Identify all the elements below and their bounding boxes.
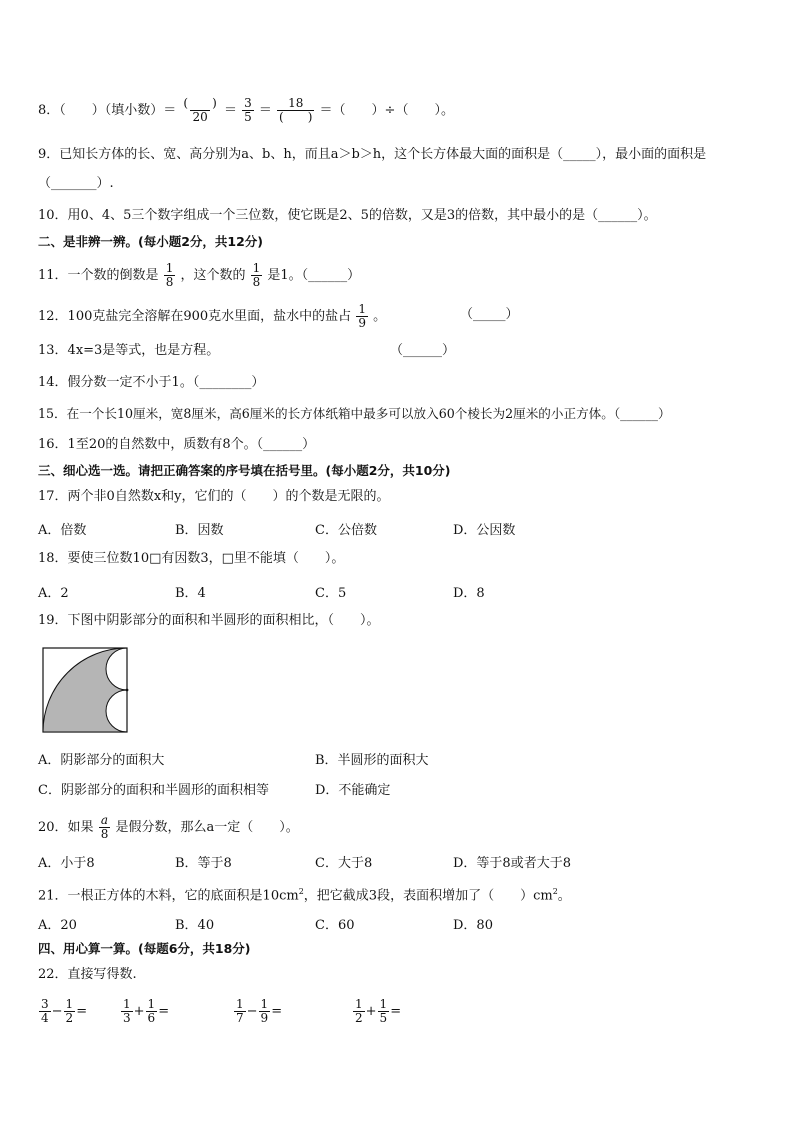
question-21: 21．一根正方体的木料，它的底面积是$10cm^2$，把它截成3段，表面积增加了（ ）$cm^2$。 xyxy=(38,887,571,904)
q20-option-b[interactable]: B．等于8 xyxy=(175,856,232,871)
section-3-heading: 三、细心选一选。请把正确答案的序号填在括号里。(每小题2分，共10分) xyxy=(38,463,451,478)
question-15: 15．在一个长10厘米，宽8厘米，高6厘米的长方体纸箱中最多可以放入60个棱长为2厘米的小正方体。（______） xyxy=(38,406,671,421)
q19-option-c[interactable]: C．阴影部分的面积和半圆形的面积相等 xyxy=(38,783,269,798)
question-14: 14．假分数一定不小于1。（________） xyxy=(38,375,265,390)
q20-option-c[interactable]: C．大于8 xyxy=(315,856,373,871)
question-10: 10．用0、4、5三个数字组成一个三位数，使它既是2、5的倍数，又是3的倍数，其中最小的是（______）。 xyxy=(38,208,657,223)
section-2-heading: 二、是非辨一辨。(每小题2分，共12分) xyxy=(38,234,264,249)
question-8: 8．（ ）（填小数）＝ $\frac{( )}{20}$ ＝ $\frac{3}{5}$ ＝ $\frac{18}{( )}$ ＝（ ）÷（ ）。 xyxy=(38,96,454,124)
q18-option-d[interactable]: D．8 xyxy=(453,586,485,601)
q20-option-a[interactable]: A．小于8 xyxy=(38,856,95,871)
q11-fraction-1: $\frac{1}{8}$ xyxy=(165,261,174,289)
q18-option-c[interactable]: C．5 xyxy=(315,586,347,601)
q8-suffix: ＝（ ）÷（ ）。 xyxy=(319,103,454,118)
q19-option-d[interactable]: D．不能确定 xyxy=(315,783,391,798)
q17-option-d[interactable]: D．公因数 xyxy=(453,523,516,538)
question-18: 18．要使三位数10□有因数3，□里不能填（ ）。 xyxy=(38,551,345,566)
q21-option-d[interactable]: D．80 xyxy=(453,918,493,933)
q12-answer-blank[interactable]: （_____） xyxy=(460,307,519,322)
question-20: 20．如果 $\frac{a}{8}$ 是假分数，那么a一定（ ）。 xyxy=(38,813,299,841)
q11-fraction-2: $\frac{1}{8}$ xyxy=(252,261,261,289)
q17-option-c[interactable]: C．公倍数 xyxy=(315,523,377,538)
q22-item-2: $\frac{1}{3}$ + $\frac{1}{6}$ = xyxy=(123,997,170,1025)
q19-option-a[interactable]: A．阴影部分的面积大 xyxy=(38,753,165,768)
q8-prefix: 8．（ ）（填小数）＝ xyxy=(38,103,177,118)
question-9-line1: 9．已知长方体的长、宽、高分别为a、b、h，而且a＞b＞h，这个长方体最大面的面积是（_____），最小面的面积是 xyxy=(38,147,707,162)
q21-option-c[interactable]: C．60 xyxy=(315,918,355,933)
q19-option-b[interactable]: B．半圆形的面积大 xyxy=(315,753,429,768)
q8-fraction-2: $\frac{3}{5}$ xyxy=(244,96,252,124)
question-17: 17．两个非0自然数x和y，它们的（ ）的个数是无限的。 xyxy=(38,489,390,504)
q21-option-b[interactable]: B．40 xyxy=(175,918,215,933)
question-19: 19．下图中阴影部分的面积和半圆形的面积相比，（ ）。 xyxy=(38,613,380,628)
question-22: 22．直接写得数. xyxy=(38,967,137,982)
q22-item-1: $\frac{3}{4}$ − $\frac{1}{2}$ = xyxy=(41,997,88,1025)
q20-fraction: $\frac{a}{8}$ xyxy=(100,813,109,841)
q17-option-b[interactable]: B．因数 xyxy=(175,523,224,538)
q20-option-d[interactable]: D．等于8或者大于8 xyxy=(453,856,571,871)
question-16: 16．1至20的自然数中，质数有8个。（______） xyxy=(38,437,316,452)
q8-fraction-1: $\frac{( )}{20}$ xyxy=(183,96,217,124)
section-4-heading: 四、用心算一算。(每题6分，共18分) xyxy=(38,941,251,956)
q18-option-b[interactable]: B．4 xyxy=(175,586,206,601)
q12-fraction: $\frac{1}{9}$ xyxy=(358,302,366,330)
q22-item-4: $\frac{1}{2}$ + $\frac{1}{5}$ = xyxy=(355,997,402,1025)
q17-option-a[interactable]: A．倍数 xyxy=(38,523,87,538)
question-12: 12．100克盐完全溶解在900克水里面，盐水中的盐占 $\frac{1}{9}$ 。 xyxy=(38,302,387,330)
q21-option-a[interactable]: A．20 xyxy=(38,918,77,933)
question-9-line2: （_______）. xyxy=(38,176,114,191)
question-11: 11．一个数的倒数是 $\frac{1}{8}$ ，这个数的 $\frac{1}{8}$ 是1。（______） xyxy=(38,261,361,289)
q22-item-3: $\frac{1}{7}$ − $\frac{1}{9}$ = xyxy=(236,997,283,1025)
q18-option-a[interactable]: A．2 xyxy=(38,586,69,601)
shaded-area-figure xyxy=(42,647,132,735)
question-13: 13．4x=3是等式，也是方程。 xyxy=(38,343,220,358)
q13-answer-blank[interactable]: （______） xyxy=(390,343,456,358)
q8-fraction-3: $\frac{18}{( )}$ xyxy=(279,96,313,124)
